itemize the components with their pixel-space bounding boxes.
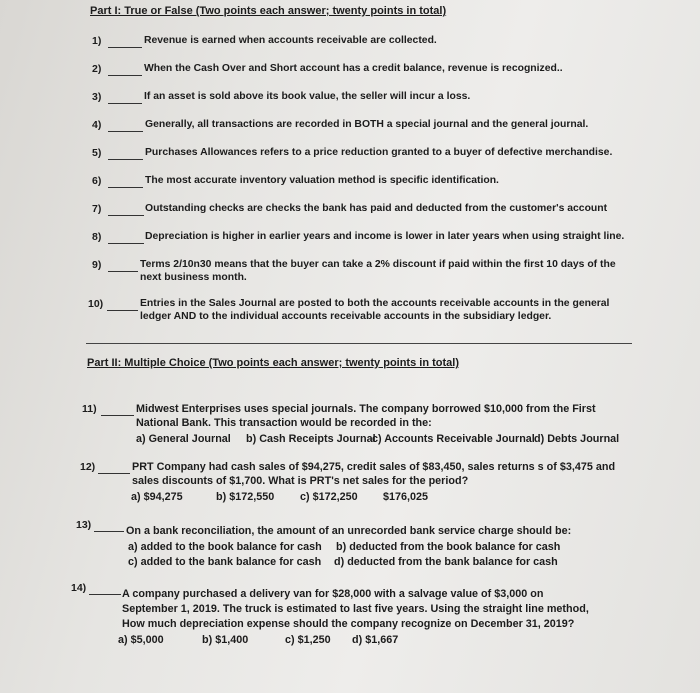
q13-number: 13) bbox=[76, 519, 92, 531]
item-3-text: If an asset is sold above its book value, the seller will incur a loss. bbox=[144, 91, 471, 102]
item-1-answer-blank[interactable] bbox=[108, 47, 142, 48]
q11-number: 11) bbox=[82, 403, 97, 415]
q14-text-line2: September 1, 2019. The truck is estimated to last five years. Using the straight line method, bbox=[122, 603, 589, 615]
q13-text-line1: On a bank reconciliation, the amount of an unrecorded bank service charge should be: bbox=[126, 525, 572, 537]
q14-option-d: d) $1,667 bbox=[352, 634, 399, 646]
q12-option-c: c) $172,250 bbox=[300, 491, 358, 503]
q11-answer-blank[interactable] bbox=[101, 415, 134, 416]
q14-text-line3: How much depreciation expense should the company recognize on December 31, 2019? bbox=[122, 618, 575, 630]
item-3-answer-blank[interactable] bbox=[108, 103, 142, 104]
item-10-text-line1: Entries in the Sales Journal are posted to both the accounts receivable accounts in the general bbox=[140, 298, 610, 309]
item-6-text: The most accurate inventory valuation method is specific identification. bbox=[145, 175, 499, 186]
q13-option-c: c) added to the bank balance for cash bbox=[128, 556, 322, 568]
q14-option-a: a) $5,000 bbox=[118, 634, 164, 646]
item-9-text-line1: Terms 2/10n30 means that the buyer can take a 2% discount if paid within the first 10 days of the bbox=[140, 259, 616, 270]
item-9-answer-blank[interactable] bbox=[108, 271, 138, 272]
part1-heading: Part I: True or False (Two points each answer; twenty points in total) bbox=[90, 5, 447, 17]
q12-answer-blank[interactable] bbox=[98, 473, 130, 474]
item-2-text: When the Cash Over and Short account has a credit balance, revenue is recognized.. bbox=[144, 63, 563, 74]
item-10-answer-blank[interactable] bbox=[107, 310, 138, 311]
item-10-text-line2: ledger AND to the individual accounts receivable accounts in the subsidiary ledger. bbox=[140, 311, 552, 322]
q13-option-b: b) deducted from the book balance for cash bbox=[336, 541, 561, 553]
q12-option-a: a) $94,275 bbox=[131, 491, 183, 503]
q12-option-b: b) $172,550 bbox=[216, 491, 275, 503]
item-7-text: Outstanding checks are checks the bank has paid and deducted from the customer's account bbox=[145, 203, 608, 214]
item-2-number: 2) bbox=[92, 63, 102, 75]
q13-option-d: d) deducted from the bank balance for cash bbox=[334, 556, 558, 568]
item-5-text: Purchases Allowances refers to a price reduction granted to a buyer of defective merchandise. bbox=[145, 147, 613, 158]
q11-option-b: b) Cash Receipts Journal bbox=[246, 433, 376, 445]
q12-number: 12) bbox=[80, 461, 96, 473]
q11-text-line2: National Bank. This transaction would be recorded in the: bbox=[136, 417, 432, 429]
item-3-number: 3) bbox=[92, 91, 102, 103]
q14-number: 14) bbox=[71, 582, 87, 594]
item-5-number: 5) bbox=[92, 147, 102, 159]
item-1-number: 1) bbox=[92, 35, 102, 47]
q13-option-a: a) added to the book balance for cash bbox=[128, 541, 322, 553]
part2-heading: Part II: Multiple Choice (Two points each answer; twenty points in total) bbox=[87, 357, 459, 369]
item-8-answer-blank[interactable] bbox=[108, 243, 144, 244]
q12-option-d: $176,025 bbox=[383, 491, 429, 503]
q12-text-line1: PRT Company had cash sales of $94,275, credit sales of $83,450, sales returns s of $3,475 and bbox=[132, 461, 616, 473]
q12-text-line2: sales discounts of $1,700. What is PRT's net sales for the period? bbox=[132, 475, 469, 487]
q11-option-d: d) Debts Journal bbox=[534, 433, 620, 445]
section-divider bbox=[86, 343, 632, 344]
q14-option-b: b) $1,400 bbox=[202, 634, 249, 646]
item-9-number: 9) bbox=[92, 259, 102, 271]
item-9-text-line2: next business month. bbox=[140, 272, 247, 283]
item-7-answer-blank[interactable] bbox=[108, 215, 144, 216]
item-5-answer-blank[interactable] bbox=[108, 159, 143, 160]
item-7-number: 7) bbox=[92, 203, 102, 215]
q11-option-a: a) General Journal bbox=[136, 433, 231, 445]
q11-text-line1: Midwest Enterprises uses special journals. The company borrowed $10,000 from the First bbox=[136, 403, 596, 415]
q13-answer-blank[interactable] bbox=[94, 531, 124, 532]
item-4-number: 4) bbox=[92, 119, 102, 131]
item-2-answer-blank[interactable] bbox=[108, 75, 142, 76]
item-8-text: Depreciation is higher in earlier years and income is lower in later years when using straight line. bbox=[145, 231, 625, 242]
item-1-text: Revenue is earned when accounts receivable are collected. bbox=[144, 35, 437, 46]
item-8-number: 8) bbox=[92, 231, 102, 243]
q14-option-c: c) $1,250 bbox=[285, 634, 331, 646]
q14-text-line1: A company purchased a delivery van for $28,000 with a salvage value of $3,000 on bbox=[122, 588, 544, 600]
item-6-answer-blank[interactable] bbox=[108, 187, 143, 188]
q14-answer-blank[interactable] bbox=[89, 594, 121, 595]
item-10-number: 10) bbox=[88, 298, 104, 310]
item-4-answer-blank[interactable] bbox=[108, 131, 143, 132]
q11-option-c: c) Accounts Receivable Journal bbox=[372, 433, 535, 445]
item-4-text: Generally, all transactions are recorded in BOTH a special journal and the general journal. bbox=[145, 119, 589, 130]
item-6-number: 6) bbox=[92, 175, 102, 187]
